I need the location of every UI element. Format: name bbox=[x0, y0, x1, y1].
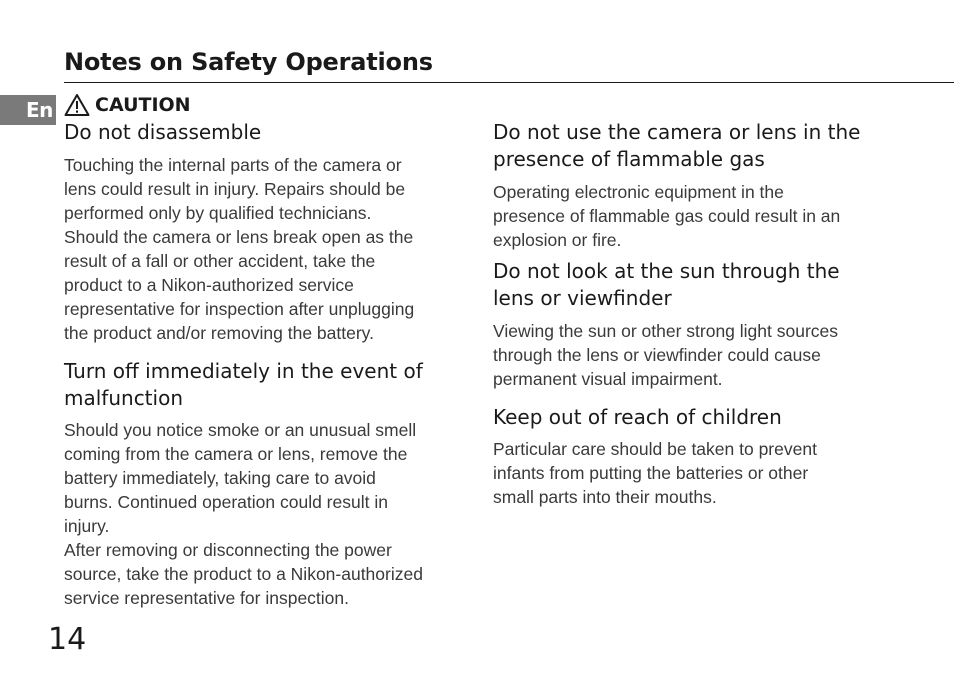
heading-line: lens or viewfinder bbox=[493, 286, 672, 310]
language-tab: En bbox=[0, 95, 56, 125]
section-body-malfunction bbox=[64, 418, 423, 610]
section-heading-flammable bbox=[493, 119, 860, 173]
section-body-disassemble bbox=[64, 153, 414, 345]
section-heading-sun bbox=[493, 258, 840, 312]
body-line: lens could result in injury. Repairs should be bbox=[64, 179, 406, 199]
caution-header bbox=[64, 92, 191, 118]
body-line: Touching the internal parts of the camera or bbox=[64, 155, 402, 175]
heading-line: Do not use the camera or lens in the bbox=[493, 120, 861, 144]
body-line: Should you notice smoke or an unusual smell bbox=[64, 420, 417, 440]
section-heading-disassemble: Do not disassemble bbox=[64, 120, 262, 144]
section-body-sun bbox=[493, 319, 838, 391]
page-title: Notes on Safety Operations bbox=[64, 48, 433, 76]
heading-line: Turn off immediately in the event of bbox=[64, 359, 423, 383]
section-heading-malfunction bbox=[64, 358, 423, 412]
body-line: infants from putting the batteries or other bbox=[493, 463, 809, 483]
body-line: Particular care should be taken to prevent bbox=[493, 439, 817, 459]
body-line: coming from the camera or lens, remove the bbox=[64, 444, 408, 464]
heading-line: malfunction bbox=[64, 386, 183, 410]
section-body-children bbox=[493, 437, 817, 509]
body-line: through the lens or viewfinder could cause bbox=[493, 345, 821, 365]
body-line: burns. Continued operation could result in bbox=[64, 492, 388, 512]
body-line: product to a Nikon-authorized service bbox=[64, 275, 354, 295]
section-body-flammable bbox=[493, 180, 840, 252]
warning-triangle-icon bbox=[64, 93, 90, 117]
page-number: 14 bbox=[48, 622, 87, 657]
title-rule bbox=[64, 82, 954, 83]
body-line: representative for inspection after unplugging bbox=[64, 299, 415, 319]
body-line: presence of flammable gas could result in an bbox=[493, 206, 841, 226]
body-line: Viewing the sun or other strong light sources bbox=[493, 321, 839, 341]
body-line: Operating electronic equipment in the bbox=[493, 182, 784, 202]
body-line: performed only by qualified technicians. bbox=[64, 203, 372, 223]
body-line: After removing or disconnecting the power bbox=[64, 540, 392, 560]
body-line: result of a fall or other accident, take the bbox=[64, 251, 376, 271]
body-line: the product and/or removing the battery. bbox=[64, 323, 374, 343]
body-line: service representative for inspection. bbox=[64, 588, 349, 608]
body-line: battery immediately, taking care to avoid bbox=[64, 468, 376, 488]
body-line: explosion or fire. bbox=[493, 230, 622, 250]
section-heading-children: Keep out of reach of children bbox=[493, 405, 782, 429]
body-line: injury. bbox=[64, 516, 110, 536]
caution-label: CAUTION bbox=[95, 94, 191, 116]
body-line: permanent visual impairment. bbox=[493, 369, 723, 389]
body-line: Should the camera or lens break open as the bbox=[64, 227, 414, 247]
body-line: source, take the product to a Nikon-authorized bbox=[64, 564, 423, 584]
heading-line: Do not look at the sun through the bbox=[493, 259, 840, 283]
body-line: small parts into their mouths. bbox=[493, 487, 717, 507]
heading-line: presence of flammable gas bbox=[493, 147, 765, 171]
